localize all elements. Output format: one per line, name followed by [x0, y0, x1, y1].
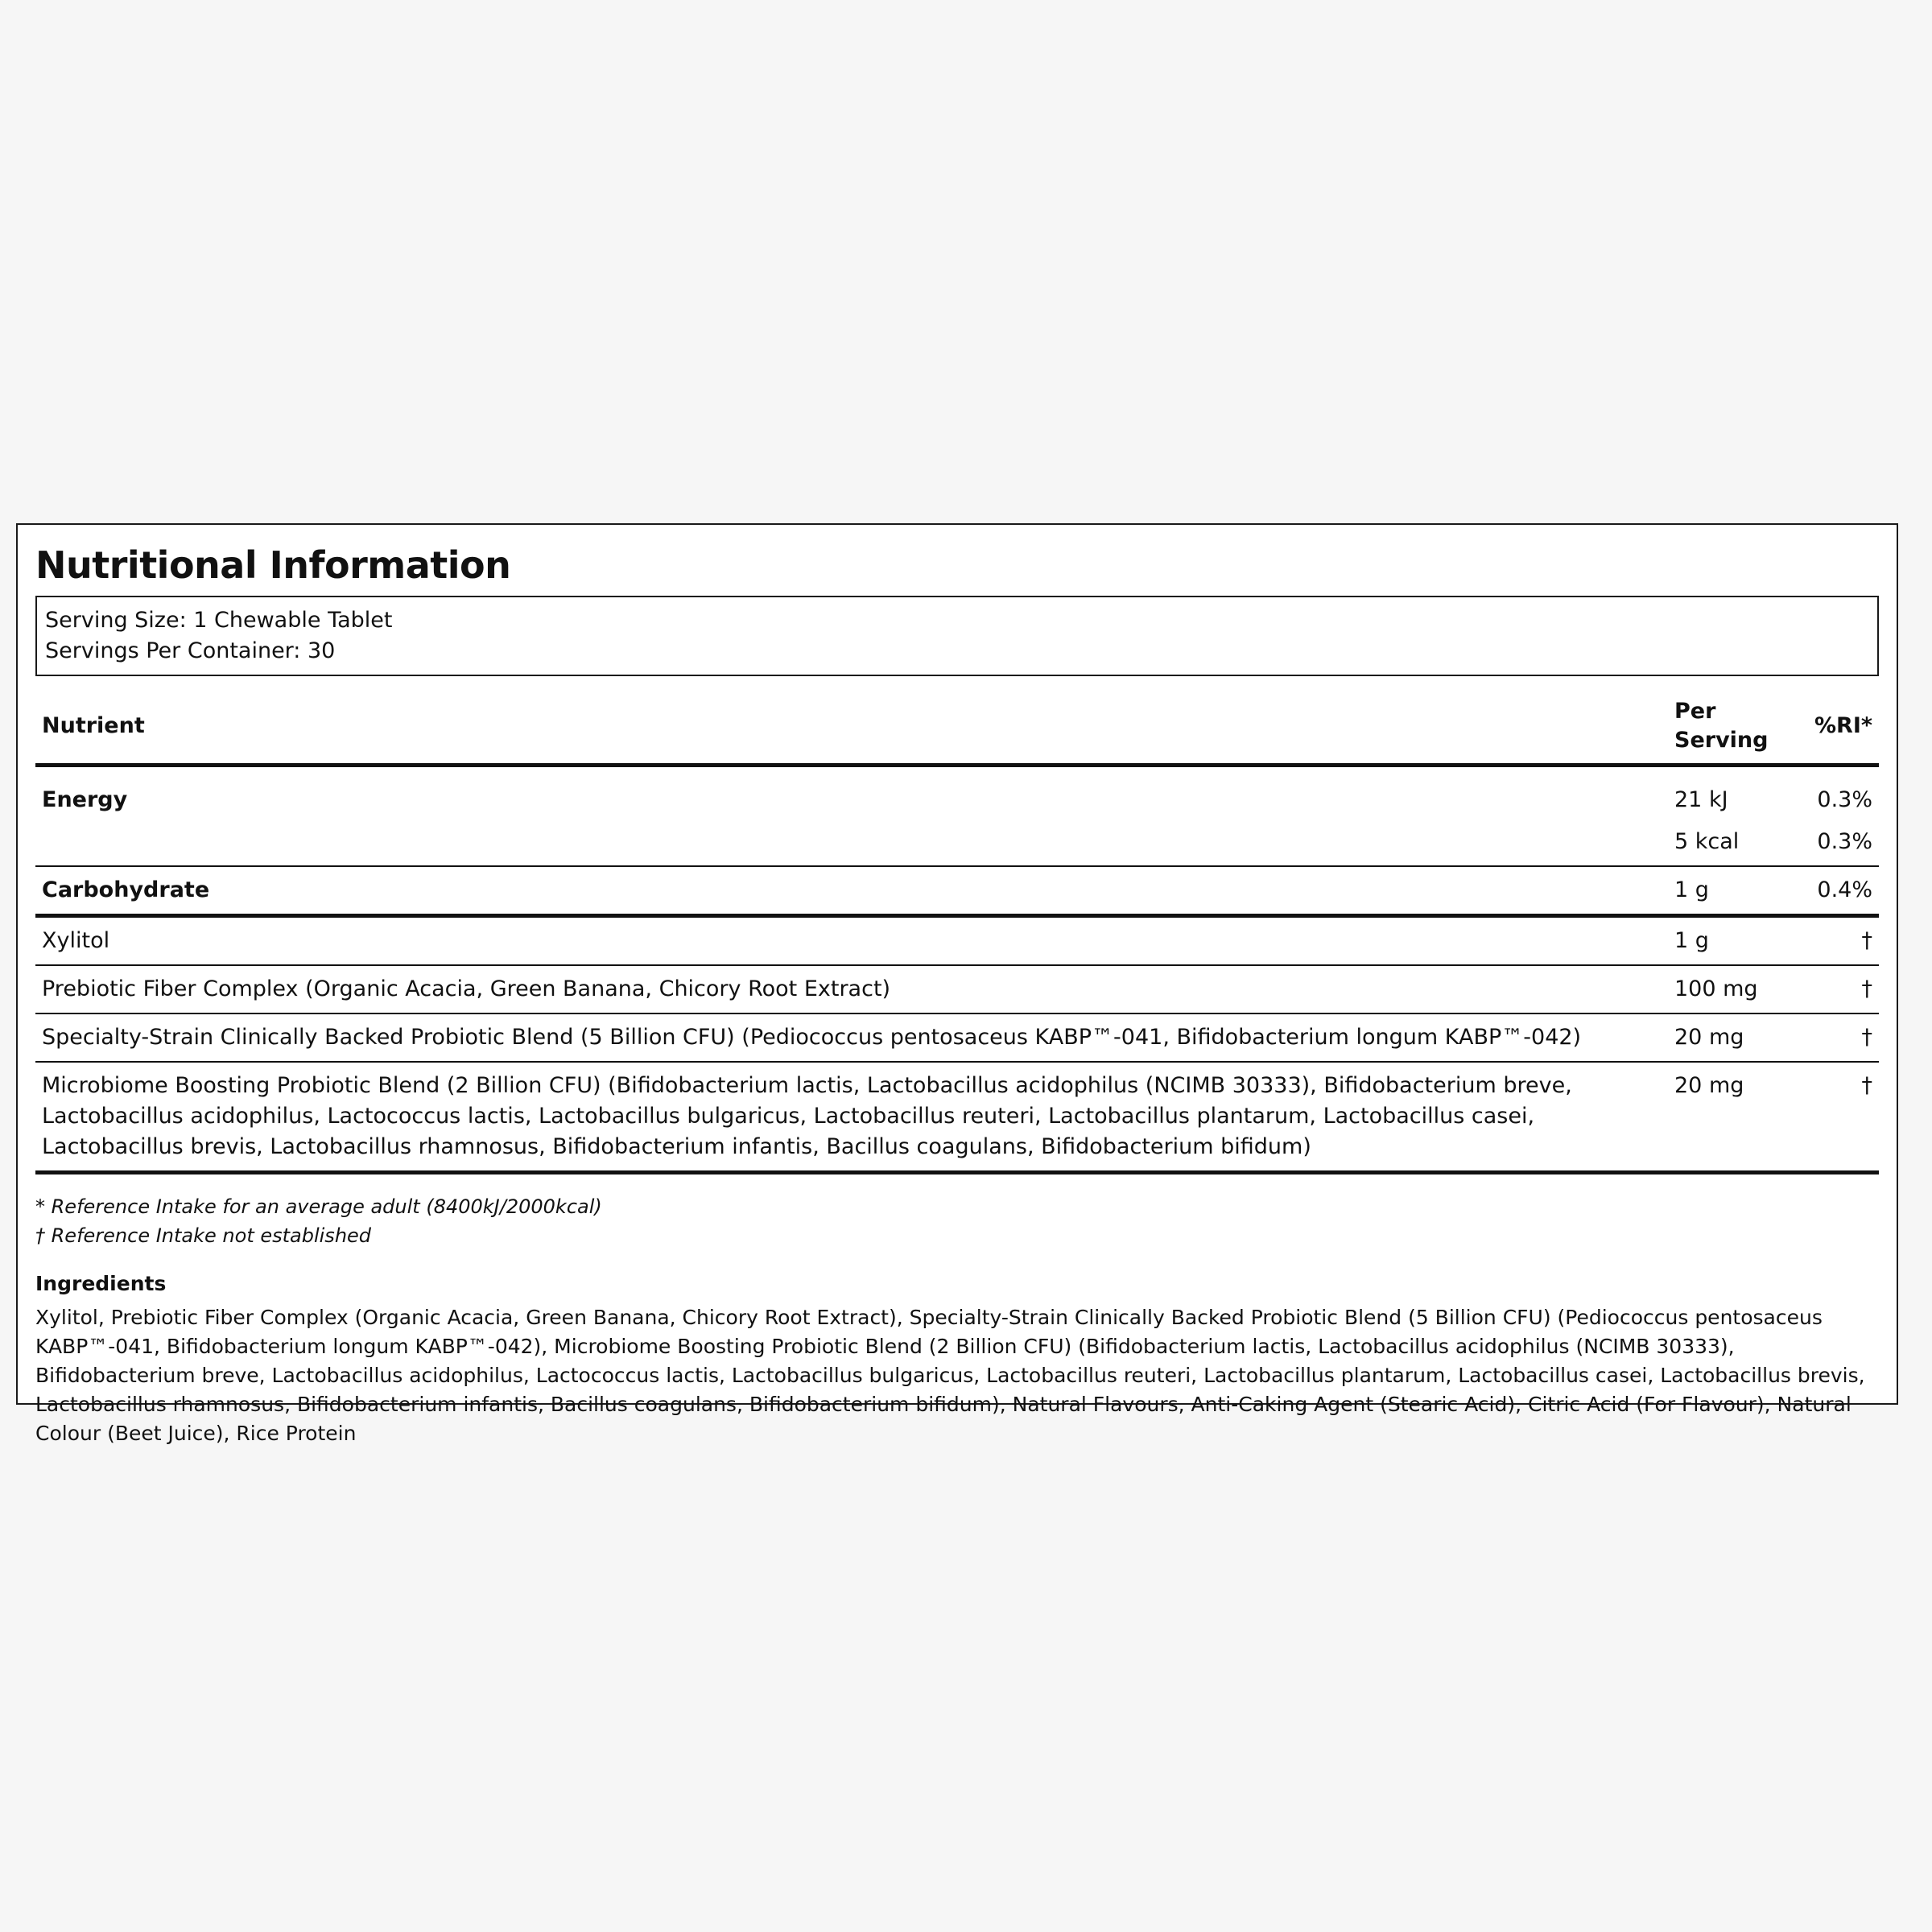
nutrient-amount: 1 g [1668, 916, 1805, 966]
servings-per-container: Servings Per Container: 30 [45, 638, 336, 663]
nutrient-name: Energy [42, 787, 128, 812]
header-nutrient: Nutrient [35, 692, 1668, 766]
nutrient-ri: † [1805, 916, 1879, 966]
footnote-ri: * Reference Intake for an average adult (8400kJ/2000kcal) [35, 1195, 602, 1218]
header-per-serving: Per Serving [1668, 692, 1805, 766]
table-row-energy-kj [35, 766, 1879, 824]
table-row-prebiotic [35, 965, 1879, 1013]
footnotes [35, 1192, 1879, 1250]
nutrient-amount: 20 mg [1668, 1013, 1805, 1062]
table-row-microbiome-probiotic [35, 1062, 1879, 1173]
nutrient-amount: 21 kJ [1674, 787, 1728, 812]
table-row-energy-kcal [35, 824, 1879, 866]
table-row-specialty-probiotic [35, 1013, 1879, 1062]
nutrient-name: Xylitol [35, 916, 1668, 966]
nutrition-panel [16, 523, 1898, 1445]
table-header-row [35, 692, 1879, 766]
nutrient-ri: † [1805, 965, 1879, 1013]
nutrient-name: Specialty-Strain Clinically Backed Probiotic Blend (5 Billion CFU) (Pediococcus pentosaceus KABP™-041, Bifidobacterium longum KABP™-042) [35, 1013, 1668, 1062]
nutrient-name [35, 824, 1668, 866]
serving-size: Serving Size: 1 Chewable Tablet [45, 608, 393, 633]
table-row-carbohydrate [35, 866, 1879, 916]
ingredients-text: Xylitol, Prebiotic Fiber Complex (Organic Acacia, Green Banana, Chicory Root Extract), Specialty-Strain Clinically Backed Probiotic Blend (5 Billion CFU) (Pediococcus pentosaceus KABP™-041, Bifidobacterium longum KABP™-042), Microbiome Boosting Probiotic Blend (2 Billion CFU) (Bifidobacterium lactis, Lactobacillus acidophilus (NCIMB 30333), Bifidobacterium breve, Lactobacillus acidophilus, Lactococcus lactis, Lactobacillus bulgaricus, Lactobacillus reuteri, Lactobacillus plantarum, Lactobacillus casei, Lactobacillus brevis, Lactobacillus rhamnosus, Bifidobacterium infantis, Bacillus coagulans, Bifidobacterium bifidum), Natural Flavours, Anti-Caking Agent (Stearic Acid), Citric Acid (For Flavour), Natural Colour (Beet Juice), Rice Protein [35, 1306, 1865, 1445]
nutrient-amount: 5 kcal [1668, 824, 1805, 866]
nutrient-ri: 0.4% [1805, 866, 1879, 916]
nutrient-name: Microbiome Boosting Probiotic Blend (2 Billion CFU) (Bifidobacterium lactis, Lactobacillus acidophilus (NCIMB 30333), Bifidobacterium breve, Lactobacillus acidophilus, Lactococcus lactis, Lactobacillus bulgaricus, Lactobacillus reuteri, Lactobacillus plantarum, Lactobacillus casei, Lactobacillus brevis, Lactobacillus rhamnosus, Bifidobacterium infantis, Bacillus coagulans, Bifidobacterium bifidum) [35, 1062, 1668, 1173]
page-title: Nutritional Information [35, 543, 511, 587]
nutrient-ri: † [1805, 1062, 1879, 1173]
footnote-not-established: † Reference Intake not established [35, 1224, 372, 1247]
nutrient-ri: 0.3% [1805, 824, 1879, 866]
nutrient-ri: 0.3% [1817, 787, 1872, 812]
nutrient-name: Carbohydrate [35, 866, 1668, 916]
nutrient-ri: † [1805, 1013, 1879, 1062]
serving-info-box [35, 596, 1879, 676]
nutrition-table [35, 692, 1879, 1174]
ingredients-heading: Ingredients [35, 1272, 167, 1295]
nutrient-amount: 1 g [1668, 866, 1805, 916]
table-row-xylitol [35, 916, 1879, 966]
nutrient-amount: 20 mg [1668, 1062, 1805, 1173]
nutrient-name: Prebiotic Fiber Complex (Organic Acacia, Green Banana, Chicory Root Extract) [35, 965, 1668, 1013]
nutrient-amount: 100 mg [1668, 965, 1805, 1013]
header-ri: %RI* [1805, 692, 1879, 766]
